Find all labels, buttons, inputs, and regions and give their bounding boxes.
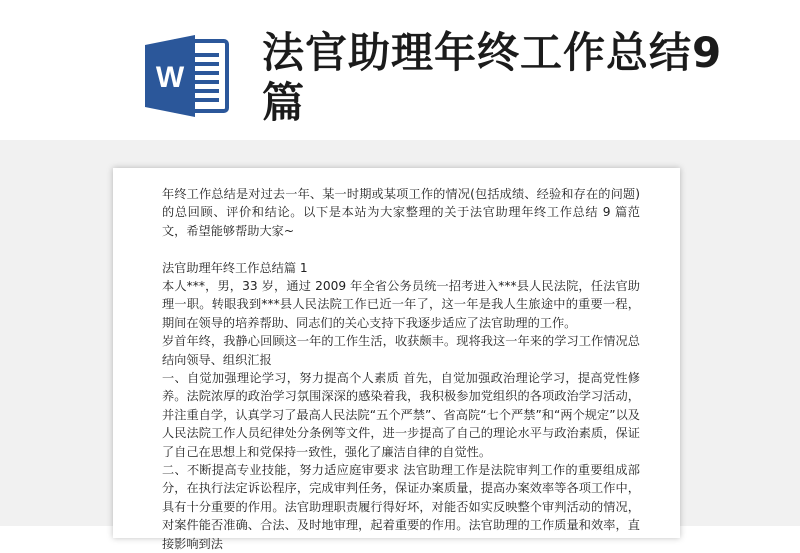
header: [0, 0, 800, 140]
body-paragraph: 一、自觉加强理论学习，努力提高个人素质 首先，自觉加强政治理论学习，提高党性修养。法院浓厚的政治学习氛围深深的感染着我，我积极参加党组织的各项政治学习活动，并注重自学，认真学习了最高人民法院“五个严禁”、省高院“七个严禁”和“两个规定”以及人民法院工作人员纪律处分条例等文件，进一步提高了自己的理论水平与政治素质，保证了自己在思想上和党保持一致性，强化了廉洁自律的自觉性。: [162, 371, 640, 459]
document-body: [162, 185, 640, 553]
svg-text:W: W: [155, 61, 185, 94]
blank-line: [162, 240, 640, 258]
section-heading: 法官助理年终工作总结篇 1: [162, 260, 308, 275]
document-page: [113, 168, 680, 551]
body-paragraph: 二、不断提高专业技能，努力适应庭审要求 法官助理工作是法院审判工作的重要组成部分，在执行法定诉讼程序，完成审判任务，保证办案质量，提高办案效率等各项工作中，具有十分重要的作用。法官助理职责履行得好坏，对能否如实反映整个审判活动的情况，对案件能否准确、合法、及时地审理，起着重要的作用。法官助理的工作质量和效率，直接影响到法: [162, 463, 640, 551]
body-paragraph: 岁首年终，我静心回顾这一年的工作生活，收获颇丰。现将我这一年来的学习工作情况总结向领导、组织汇报: [162, 334, 640, 367]
document-title: 法官助理年终工作总结9篇: [262, 28, 723, 127]
body-paragraph: 本人***，男，33 岁，通过 2009 年全省公务员统一招考进入***县人民法院，任法官助理一职。转眼我到***县人民法院工作已近一年了，这一年是我人生旅途中的重要一程，期间在领导的培养帮助、同志们的关心支持下我逐步适应了法官助理的工作。: [162, 279, 640, 330]
intro-paragraph: 年终工作总结是对过去一年、某一时期或某项工作的情况(包括成绩、经验和存在的问题)的总回顾、评价和结论。以下是本站为大家整理的关于法官助理年终工作总结 9 篇范文，希望能够帮助大家~: [162, 187, 640, 238]
word-document-icon: [143, 31, 231, 119]
